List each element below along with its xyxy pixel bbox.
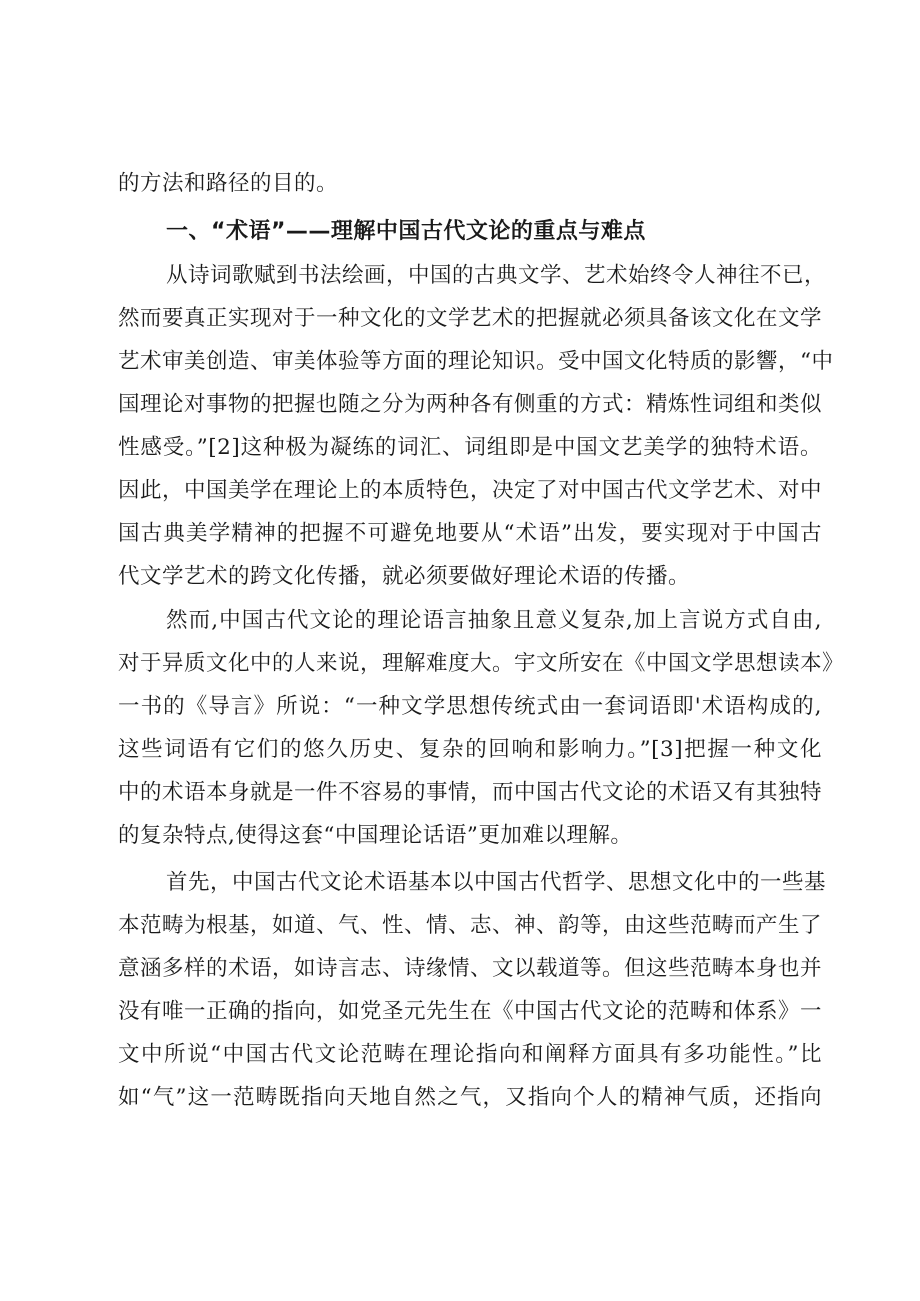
paragraph-line: 性感受。”[2]这种极为凝练的词汇、词组即是中国文艺美学的独特术语。 [118,435,822,460]
paragraph-line: 国古典美学精神的把握不可避免地要从“术语”出发，要实现对于中国古 [118,521,822,546]
paragraph-line: 的复杂特点,使得这套“中国理论话语”更加难以理解。 [118,823,633,848]
paragraph-line: 代文学艺术的跨文化传播，就必须要做好理论术语的传播。 [118,564,691,589]
paragraph-line: 这些词语有它们的悠久历史、复杂的回响和影响力。”[3]把握一种文化 [118,737,822,762]
paragraph-line: 首先，中国古代文论术语基本以中国古代哲学、思想文化中的一些基 [166,870,827,895]
paragraph-line: 如“气”这一范畴既指向天地自然之气，又指向个人的精神气质，还指向 [118,1085,822,1110]
paragraph-line: 然而要真正实现对于一种文化的文学艺术的把握就必须具备该文化在文学 [118,306,823,331]
paragraph-line: 对于异质文化中的人来说，理解难度大。宇文所安在《中国文学思想读本》 [118,651,845,676]
paragraph-line: 国理论对事物的把握也随之分为两种各有侧重的方式：精炼性词组和类似 [118,392,823,417]
paragraph-line: 然而,中国古代文论的理论语言抽象且意义复杂,加上言说方式自由, [166,608,822,633]
paragraph-line: 本范畴为根基，如道、气、性、情、志、神、韵等，由这些范畴而产生了 [118,913,823,938]
paragraph-line: 文中所说“中国古代文论范畴在理论指向和阐释方面具有多功能性。”比 [118,1042,822,1067]
paragraph-line: 意涵多样的术语，如诗言志、诗缘情、文以载道等。但这些范畴本身也并 [118,956,823,981]
paragraph-line: 中的术语本身就是一件不容易的事情，而中国古代文论的术语又有其独特 [118,780,823,805]
paragraph-line: 因此，中国美学在理论上的本质特色，决定了对中国古代文学艺术、对中 [118,478,823,503]
paragraph-line: 艺术审美创造、审美体验等方面的理论知识。受中国文化特质的影響，“中 [118,349,834,374]
paragraph-line: 一书的《导言》所说：“一种文学思想传统式由一套词语即'术语构成的, [118,694,822,719]
continuation-line: 的方法和路径的目的。 [118,171,339,196]
paragraph-line: 没有唯一正确的指向，如党圣元先生在《中国古代文论的范畴和体系》一 [118,999,823,1024]
section-heading: 一、“术语”——理解中国古代文论的重点与难点 [166,219,646,244]
paragraph-line: 从诗词歌赋到书法绘画，中国的古典文学、艺术始终令人神往不已， [166,263,827,288]
